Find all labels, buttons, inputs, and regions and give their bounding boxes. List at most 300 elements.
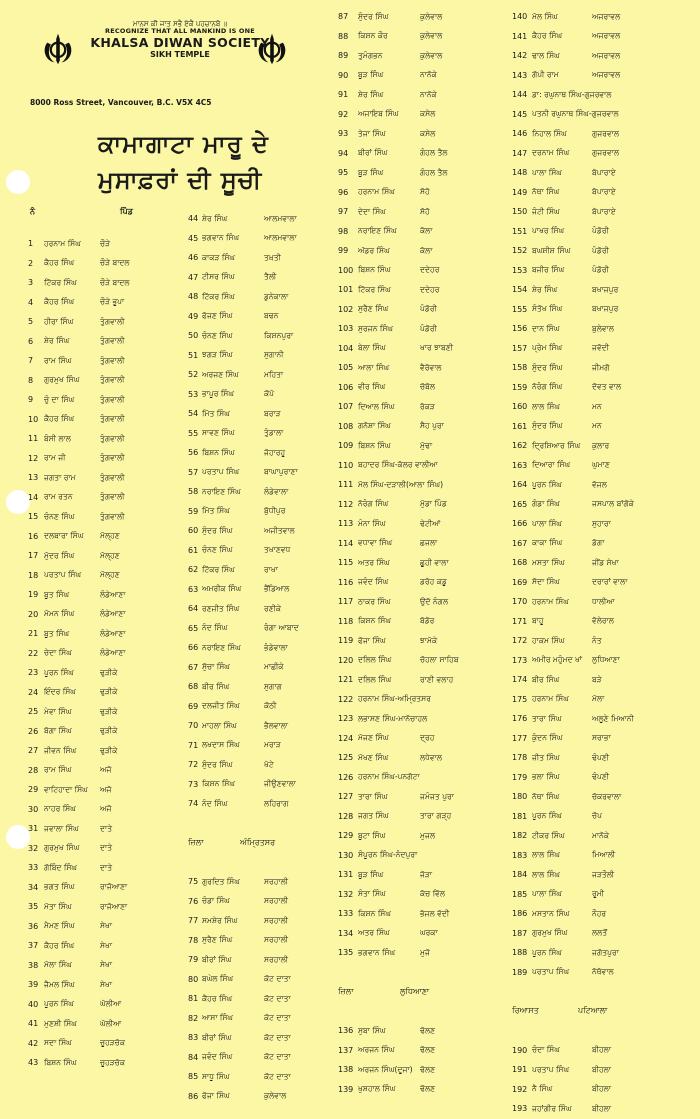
list-item [188, 268, 334, 288]
entry-number: 145 [512, 109, 528, 119]
passenger-village: ਅਜੋ [100, 765, 112, 775]
list-item [28, 800, 164, 820]
passenger-name: ਅਮੀਰ ਮਹੁੰਮਦ ਖਾਂ [532, 655, 582, 665]
list-item [188, 521, 334, 541]
entry-number: 117 [338, 597, 354, 607]
list-item [338, 27, 500, 47]
entry-number: 159 [512, 382, 528, 392]
list-item [188, 716, 334, 736]
passenger-village: ਕੱਲਾ [420, 226, 433, 236]
passenger-village: ਬਰਾੜ [264, 408, 281, 418]
list-item [512, 807, 682, 827]
entry-number: 96 [338, 187, 349, 197]
passenger-village: ਮੁਜਲ [420, 830, 436, 840]
entry-number: 183 [512, 850, 528, 860]
passenger-name: ਦੇਦਾ ਸਿੰਘ [358, 206, 386, 216]
entry-number: 88 [338, 31, 349, 41]
list-item [28, 839, 164, 859]
entry-number: 18 [28, 570, 39, 580]
entry-number: 66 [188, 643, 199, 653]
passenger-name: ਮੱਖਣ ਸਿੰਘ [358, 752, 389, 762]
passenger-name: ਝਗੜ ਸਿੰਘ [202, 350, 233, 360]
entry-number: 3 [28, 278, 34, 288]
passenger-name: ਜਵਾਲਾ ਸਿੰਘ [44, 823, 79, 833]
passenger-village: ਕਸੇਲ [420, 109, 436, 119]
entry-number: 126 [338, 772, 354, 782]
entry-number: 75 [188, 877, 199, 887]
list-item [512, 124, 682, 144]
passenger-name: ਸੰਪੂਰਨ ਸਿੰਘ-ਨੰਦਪੁਰਾ [358, 850, 418, 860]
list-item [512, 943, 682, 963]
passenger-name: ਹਰਨਾਮ ਸਿੰਘ [532, 694, 569, 704]
list-item [188, 1087, 334, 1107]
passenger-village: ਦਦੇਹਰ [420, 284, 440, 294]
passenger-village: ਮੱਲਾ [592, 694, 605, 704]
list-item [28, 936, 164, 956]
passenger-village: ਗੁਜਰਵਾਲ [592, 148, 620, 158]
list-item [28, 819, 164, 839]
entry-number: 91 [338, 90, 349, 100]
passenger-village: ਚੌੜੇ ਬਾਦਲ [100, 277, 130, 287]
entry-number: 174 [512, 675, 528, 685]
entry-number: 74 [188, 799, 199, 809]
punch-hole-middle [6, 490, 30, 514]
list-item [188, 502, 334, 522]
entry-number: 173 [512, 655, 528, 665]
list-item [338, 631, 500, 651]
passenger-village: ਜਗੋਤਪੁਰਾ [592, 947, 619, 957]
passenger-village: ਰਾਣੀ ਵਲਾਹ [420, 674, 454, 684]
passenger-name: ਬੇਲਾ ਸਿੰਘ [358, 343, 386, 353]
entry-number: 69 [188, 701, 199, 711]
passenger-name: ਸੁੰਦਰ ਸਿੰਘ [532, 421, 563, 431]
passenger-village: ਭੱਜਲ ਵੱਦੀ [420, 908, 450, 918]
list-item [512, 924, 682, 944]
passenger-village: ਢੇਟੀਆਂ [420, 518, 441, 528]
entry-number: 49 [188, 311, 199, 321]
entry-number: 151 [512, 226, 528, 236]
list-item [512, 573, 682, 593]
passenger-name: ਬੂਟਾ ਸਿੰਘ [358, 830, 386, 840]
entry-number: 158 [512, 363, 528, 373]
passenger-name: ਦਲਿਲ ਸਿੰਘ [358, 655, 392, 665]
passenger-name: ਟੀਕਰ ਸਿੰਘ [532, 830, 565, 840]
passenger-name: ਨਰਾਇਣ ਸਿੰਘ [358, 226, 397, 236]
list-item [338, 1041, 500, 1061]
passenger-village: ਸੁਗਾਗ [264, 681, 282, 691]
entry-number: 55 [188, 428, 199, 438]
passenger-name: ਭਲਾ ਸਿੰਘ [532, 772, 560, 782]
entry-number: 62 [188, 565, 199, 575]
passenger-name: ਬਹਾਦਰ ਸਿੰਘ-ਕੱਲਰ ਵਾਲੀਆ [358, 460, 438, 470]
entry-number: 109 [338, 441, 354, 451]
entry-number: 119 [338, 636, 354, 646]
passenger-village: ਘੋਲੀਆ [100, 1018, 122, 1028]
passenger-village: ਅਲੂਣੇ ਮਿਆਨੀ [592, 713, 634, 723]
list-item [188, 482, 334, 502]
passenger-village: ਢੋਲਣ [420, 1045, 436, 1055]
list-item [512, 475, 682, 495]
passenger-village: ਲਲਤੋਂ [592, 928, 608, 938]
entry-number: 51 [188, 350, 199, 360]
entry-number: 5 [28, 317, 34, 327]
passenger-village: ਲਹਿਰਾਗ [264, 798, 289, 808]
passenger-name: ਕਿਸ਼ਨ ਸਿੰਘ [358, 616, 391, 626]
passenger-name: ਪਾਲਾ ਸਿੰਘ [532, 889, 562, 899]
passenger-name: ਗੰਡਾ ਸਿੰਘ [532, 499, 560, 509]
list-item [28, 234, 164, 254]
passenger-village: ਅਜੋ [100, 804, 112, 814]
passenger-village: ਕੋਪੋ [264, 389, 275, 399]
list-item [512, 826, 682, 846]
list-item [338, 280, 500, 300]
list-item [28, 390, 164, 410]
entry-number: 133 [338, 909, 354, 919]
list-item [188, 658, 334, 678]
list-item [338, 85, 500, 105]
entry-number: 63 [188, 584, 199, 594]
list-item [188, 229, 334, 249]
passenger-name: ਜੀਤ ਸਿੰਘ [532, 752, 560, 762]
passenger-village: ਉਦੋ ਨੰਗਲ [420, 596, 449, 606]
passenger-village: ਸੁਗਾਨੀ [264, 350, 284, 360]
passenger-name: ਬੀਰਾਂ ਸਿੰਘ [202, 1032, 232, 1042]
passenger-village: ਕੁਲੇਵਾਲ [264, 1091, 287, 1101]
section-header-patiala [512, 1002, 682, 1022]
entry-number: 131 [338, 870, 354, 880]
section-label: ਜ਼ਿਲਾ [338, 986, 354, 996]
list-item [28, 644, 164, 664]
passenger-village: ਕੱਲਾ [420, 245, 433, 255]
list-item [512, 1099, 682, 1119]
section-header-ludhiana [338, 982, 500, 1002]
passenger-name: ਅੱਡਰ ਸਿੰਘ [358, 245, 390, 255]
list-item [512, 904, 682, 924]
entry-number: 171 [512, 616, 528, 626]
passenger-name: ਸ਼ੇਰ ਸਿੰਘ [532, 284, 558, 294]
entry-number: 175 [512, 694, 528, 704]
address: 8000 Ross Street, Vancouver, B.C. V5X 4C5 [30, 98, 212, 107]
passenger-name: ਅਜਾਇਬ ਸਿੰਘ [358, 109, 399, 119]
entry-number: 33 [28, 863, 39, 873]
list-item [28, 507, 164, 527]
passenger-village: ਮੁੱਡਾ ਪਿੰਡ [420, 499, 447, 509]
passenger-name: ਸੁੰਦਰ ਸਿੰਘ [202, 525, 233, 535]
entry-number: 142 [512, 51, 528, 61]
list-column-3 [338, 7, 500, 1099]
list-item [512, 300, 682, 320]
column-header-village: ਪਿੰਡ [120, 207, 133, 216]
list-item [28, 293, 164, 313]
list-item [512, 261, 682, 281]
entry-number: 160 [512, 402, 528, 412]
list-item [188, 209, 334, 229]
passenger-village: ਕੋਟ ਦਾਤਾ [264, 974, 291, 984]
passenger-name: ਆਸਾ ਸਿੰਘ [202, 1013, 234, 1023]
passenger-name: ਜਗਤ ਸਿੰਘ [358, 811, 389, 821]
passenger-village: ਚੋਪ [592, 811, 603, 821]
passenger-village: ਢੋਲਣ [420, 1064, 436, 1074]
list-item [28, 332, 164, 352]
entry-number: 182 [512, 831, 528, 841]
passenger-village: ਵੈਰੋਵਾਲ [420, 362, 442, 372]
list-item [338, 787, 500, 807]
passenger-village: ਝਾਮੋਕੇ [420, 635, 438, 645]
passenger-village: ਰਾਜੋਆਣਾ [100, 882, 128, 892]
list-item [338, 456, 500, 476]
list-item [28, 371, 164, 391]
passenger-name: ਰਾਮ ਜੀ [44, 453, 66, 463]
passenger-village: ਚੌੜੇ ਬਾਦਲ [100, 258, 130, 268]
passenger-village: ਤਖ਼ਤੀ [264, 252, 281, 262]
entry-number: 135 [338, 948, 354, 958]
passenger-village: ਮਨ [592, 401, 602, 411]
entry-number: 120 [338, 655, 354, 665]
list-item [338, 943, 500, 963]
entry-number: 161 [512, 421, 528, 431]
passenger-name: ਪੂਰਨ ਸਿੰਘ [532, 947, 562, 957]
temple-name: SIKH TEMPLE [150, 49, 210, 59]
passenger-name: ਕੈਹਰ ਸਿੰਘ [44, 258, 75, 268]
passenger-village: ਢੁੜੀਕੇ [100, 667, 118, 677]
passenger-name: ਵਧਾਵਾ ਸਿੰਘ [358, 538, 393, 548]
passenger-village: ਗੰਹਲ ਤੈਲ [420, 167, 448, 177]
entry-number: 108 [338, 421, 354, 431]
list-item [338, 807, 500, 827]
passenger-village: ਮਿਆਲੀ [592, 850, 616, 860]
entry-number: 167 [512, 538, 528, 548]
list-item [188, 599, 334, 619]
entry-number: 53 [188, 389, 199, 399]
list-item [338, 748, 500, 768]
passenger-village: ਤੁੰਗਵਾਲੀ [100, 336, 125, 346]
passenger-name: ਭਾਪੂਰ ਸਿੰਘ [202, 389, 234, 399]
entry-number: 82 [188, 1013, 199, 1023]
passenger-name: ਬੂੜ ਸਿੰਘ [358, 70, 384, 80]
entry-number: 38 [28, 960, 39, 970]
list-item [512, 885, 682, 905]
list-item [338, 163, 500, 183]
list-item [512, 612, 682, 632]
passenger-village: ਢੋਲਣ [420, 1025, 436, 1035]
passenger-village: ਡਰੋਹ ਕਡੂ [420, 577, 447, 587]
entry-number: 44 [188, 214, 199, 224]
passenger-name: ਢਾਲ ਸਿੰਘ [532, 50, 560, 60]
entry-number: 22 [28, 648, 39, 658]
passenger-name: ਸ਼ੇਰ ਸਿੰਘ [44, 336, 70, 346]
passenger-village: ਸੁਹਾਰਾ [592, 518, 611, 528]
list-item [28, 1034, 164, 1054]
list-item [338, 651, 500, 671]
passenger-village: ਬੋਪਾਰਾਏ [592, 206, 616, 216]
list-item [338, 885, 500, 905]
entry-number: 71 [188, 740, 199, 750]
entry-number: 78 [188, 935, 199, 945]
list-item [512, 651, 682, 671]
passenger-name: ਅਮਰੀਕ ਸਿੰਘ [202, 584, 242, 594]
passenger-name: ਹਰਨਾਮ ਸਿੰਘ [532, 596, 569, 606]
passenger-village: ਤੁੰਡਾਲਾ [264, 428, 284, 438]
entry-number: 192 [512, 1084, 528, 1094]
passenger-name: ਬੀਰਾਂ ਸਿੰਘ [358, 148, 388, 158]
passenger-name: ਹਰਨਾਮ ਸਿੰਘ [44, 238, 81, 248]
list-item [28, 702, 164, 722]
passenger-name: ਬਘੇਲ ਸਿੰਘ [202, 974, 234, 984]
entry-number: 191 [512, 1065, 528, 1075]
passenger-name: ਖੁਸ਼ਹਾਲ ਸਿੰਘ [358, 1084, 396, 1094]
passenger-village: ਨੌਹਰ [592, 908, 607, 918]
entry-number: 92 [338, 109, 349, 119]
passenger-name: ਟਿੱਕਰ ਸਿੰਘ [202, 564, 235, 574]
passenger-village: ਚੋਹਲਾ ਸਾਹਿਬ [420, 655, 459, 665]
entry-number: 79 [188, 955, 199, 965]
entry-number: 156 [512, 324, 528, 334]
entry-number: 60 [188, 526, 199, 536]
list-item [188, 560, 334, 580]
passenger-name: ਮੱਜਣ ਸਿੰਘ [358, 733, 389, 743]
passenger-village: ਘਰਕਾ [420, 928, 438, 938]
list-item [28, 312, 164, 332]
list-item [338, 709, 500, 729]
list-item [512, 7, 682, 27]
list-item [512, 378, 682, 398]
entry-number: 110 [338, 460, 354, 470]
list-item [512, 66, 682, 86]
list-item [28, 1014, 164, 1034]
passenger-name: ਨੈ ਸਿੰਘ [532, 1084, 553, 1094]
list-item [512, 865, 682, 885]
passenger-village: ਬੁੱਧੀਪੁਰ [264, 506, 286, 516]
entry-number: 57 [188, 467, 199, 477]
entry-number: 70 [188, 721, 199, 731]
entry-number: 138 [338, 1065, 354, 1075]
passenger-name: ਗੁਰਮੁਖ ਸਿੰਘ [44, 843, 80, 853]
list-item [512, 514, 682, 534]
entry-number: 17 [28, 551, 39, 561]
entry-number: 67 [188, 662, 199, 672]
list-item [512, 495, 682, 515]
list-item [338, 358, 500, 378]
entry-number: 46 [188, 253, 199, 263]
entry-number: 147 [512, 148, 528, 158]
entry-number: 58 [188, 487, 199, 497]
passenger-name: ਮੁੱਦਰ ਸਿੰਘ [44, 550, 75, 560]
passenger-name: ਮਿੱਤ ਸਿੰਘ [202, 408, 230, 418]
passenger-name: ਮੋਮਨ ਸਿੰਘ [44, 609, 75, 619]
passenger-name: ਲਭਾਸਣ ਸਿੰਘ-ਮਾਨੋਚਾਹਲ [358, 713, 428, 723]
entry-number: 72 [188, 760, 199, 770]
list-item [512, 358, 682, 378]
list-item [188, 307, 334, 327]
passenger-village: ਅਜੋ [100, 784, 112, 794]
passenger-name: ਡਾ: ਰਘੁਨਾਥ ਸਿੰਘ-ਗੁਜਰਵਾਲ [532, 89, 612, 99]
entry-number: 6 [28, 336, 34, 346]
list-item [338, 729, 500, 749]
list-item [338, 222, 500, 242]
passenger-name: ਮੱਲ ਸਿੰਘ-ਦੜਾਲੀ(ਆਲਾ ਸਿੰਘ) [358, 479, 444, 489]
passenger-name: ਕਿਸ਼ਨ ਕੌਰ [358, 31, 388, 41]
passenger-village: ਨੱਥੋਵਾਲ [592, 967, 614, 977]
entry-number: 140 [512, 12, 528, 22]
passenger-name: ਜੰਟੀ ਸਿੰਘ [532, 206, 560, 216]
entry-number: 179 [512, 772, 528, 782]
passenger-name: ਅਤਰ ਸਿੰਘ [358, 928, 390, 938]
passenger-name: ਜੈਮਲ ਸਿੰਘ [44, 979, 75, 989]
passenger-name: ਪੂਰਨ ਸਿੰਘ [532, 811, 562, 821]
list-item [338, 300, 500, 320]
passenger-name: ਰਾਮ ਸਿੰਘ [44, 765, 72, 775]
passenger-village: ਗੰਹਲ ਤੈਲ [420, 148, 448, 158]
passenger-village: ਕੁਲੇਵਾਲ [420, 50, 443, 60]
passenger-name: ਜੀਵਨ ਸਿੰਘ [44, 745, 77, 755]
column-header-number: ਨੰ [30, 207, 35, 216]
passenger-village: ਨੰਤ [592, 635, 602, 645]
list-item [512, 768, 682, 788]
entry-number: 130 [338, 850, 354, 860]
entry-number: 122 [338, 694, 354, 704]
list-item [338, 534, 500, 554]
passenger-village: ਬੜੇ [592, 674, 602, 684]
passenger-name: ਚੁੰ ਦਾ ਸਿੰਘ [44, 394, 75, 404]
passenger-name: ਮੇਵਾ ਸਿੰਘ [44, 706, 72, 716]
passenger-name: ਬੂੜ ਸਿੰਘ [358, 167, 384, 177]
passenger-village: ਵੋਲੇਰਾਲ [592, 616, 614, 626]
passenger-name: ਨੱਥਾ ਸਿੰਘ [532, 187, 560, 197]
passenger-village: ਕੁਲੇਵਾਲ [420, 11, 443, 21]
passenger-name: ਭਗਤ ਸਿੰਘ [44, 882, 75, 892]
title-line-1: ਕਾਮਾਗਾਟਾ ਮਾਰੂ ਦੇ [98, 130, 269, 158]
passenger-name: ਸੋਦਾ ਸਿੰਘ [532, 577, 560, 587]
passenger-name: ਮੈਮਣ ਸਿੰਘ [44, 921, 75, 931]
entry-number: 121 [338, 675, 354, 685]
passenger-name: ਕਾਕਾ ਸਿੰਘ [532, 538, 563, 548]
passenger-village: ਸਰਹਾਲੀ [264, 954, 289, 964]
passenger-name: ਬੂਤ ਸਿੰਘ [44, 628, 70, 638]
passenger-name: ਜਹਾਂਗੀਰ ਸਿੰਘ [532, 1103, 572, 1113]
passenger-village: ਜੀਉਣਵਾਲਾ [264, 779, 296, 789]
passenger-name: ਸੁਰੈਣ ਸਿੰਘ [202, 935, 233, 945]
list-item [28, 683, 164, 703]
passenger-village: ਕੋਟ ਦਾਤਾ [264, 1013, 291, 1023]
entry-number: 111 [338, 480, 354, 490]
passenger-village: ਸੇਖਾ [100, 921, 113, 931]
passenger-name: ਮੁਣਸ਼ੀ ਸਿੰਘ [44, 1018, 77, 1028]
section-label: ਰਿਆਸਤ [512, 1006, 539, 1016]
passenger-village: ਤੈਲੀ [264, 272, 277, 282]
entry-number: 26 [28, 726, 39, 736]
passenger-village: ਬੋਪਾਰਾਏ [592, 167, 616, 177]
passenger-name: ਰਾਮ ਰਤਨ [44, 492, 73, 502]
entry-number: 187 [512, 928, 528, 938]
entry-number: 15 [28, 512, 39, 522]
passenger-village: ਸਰਹਾਲੀ [264, 876, 289, 886]
entry-number: 176 [512, 714, 528, 724]
passenger-village: ਜੋੜਾ [420, 869, 433, 879]
list-item [338, 124, 500, 144]
entry-number: 21 [28, 629, 39, 639]
entry-number: 65 [188, 623, 199, 633]
passenger-name: ਗੁਰਮੁਖ ਸਿੰਘ [44, 375, 80, 385]
passenger-name: ਬੀਰ ਸਿੰਘ [202, 681, 230, 691]
list-item [338, 319, 500, 339]
passenger-name: ਕੈਹਰ ਸਿੰਘ [44, 414, 75, 424]
passenger-name: ਚੰਨਣ ਸਿੰਘ [202, 330, 233, 340]
passenger-name: ਕੈਹਰ ਸਿੰਘ [44, 297, 75, 307]
list-item [188, 1067, 334, 1087]
passenger-village: ਦ੍ਰਹ [420, 733, 435, 743]
passenger-name: ਹਰਨਾਮ ਸਿੰਘ-ਅਮ੍ਰਿਤਸਰ [358, 694, 431, 704]
passenger-village: ਦੋਵਤ ਵਾਲ [592, 382, 622, 392]
